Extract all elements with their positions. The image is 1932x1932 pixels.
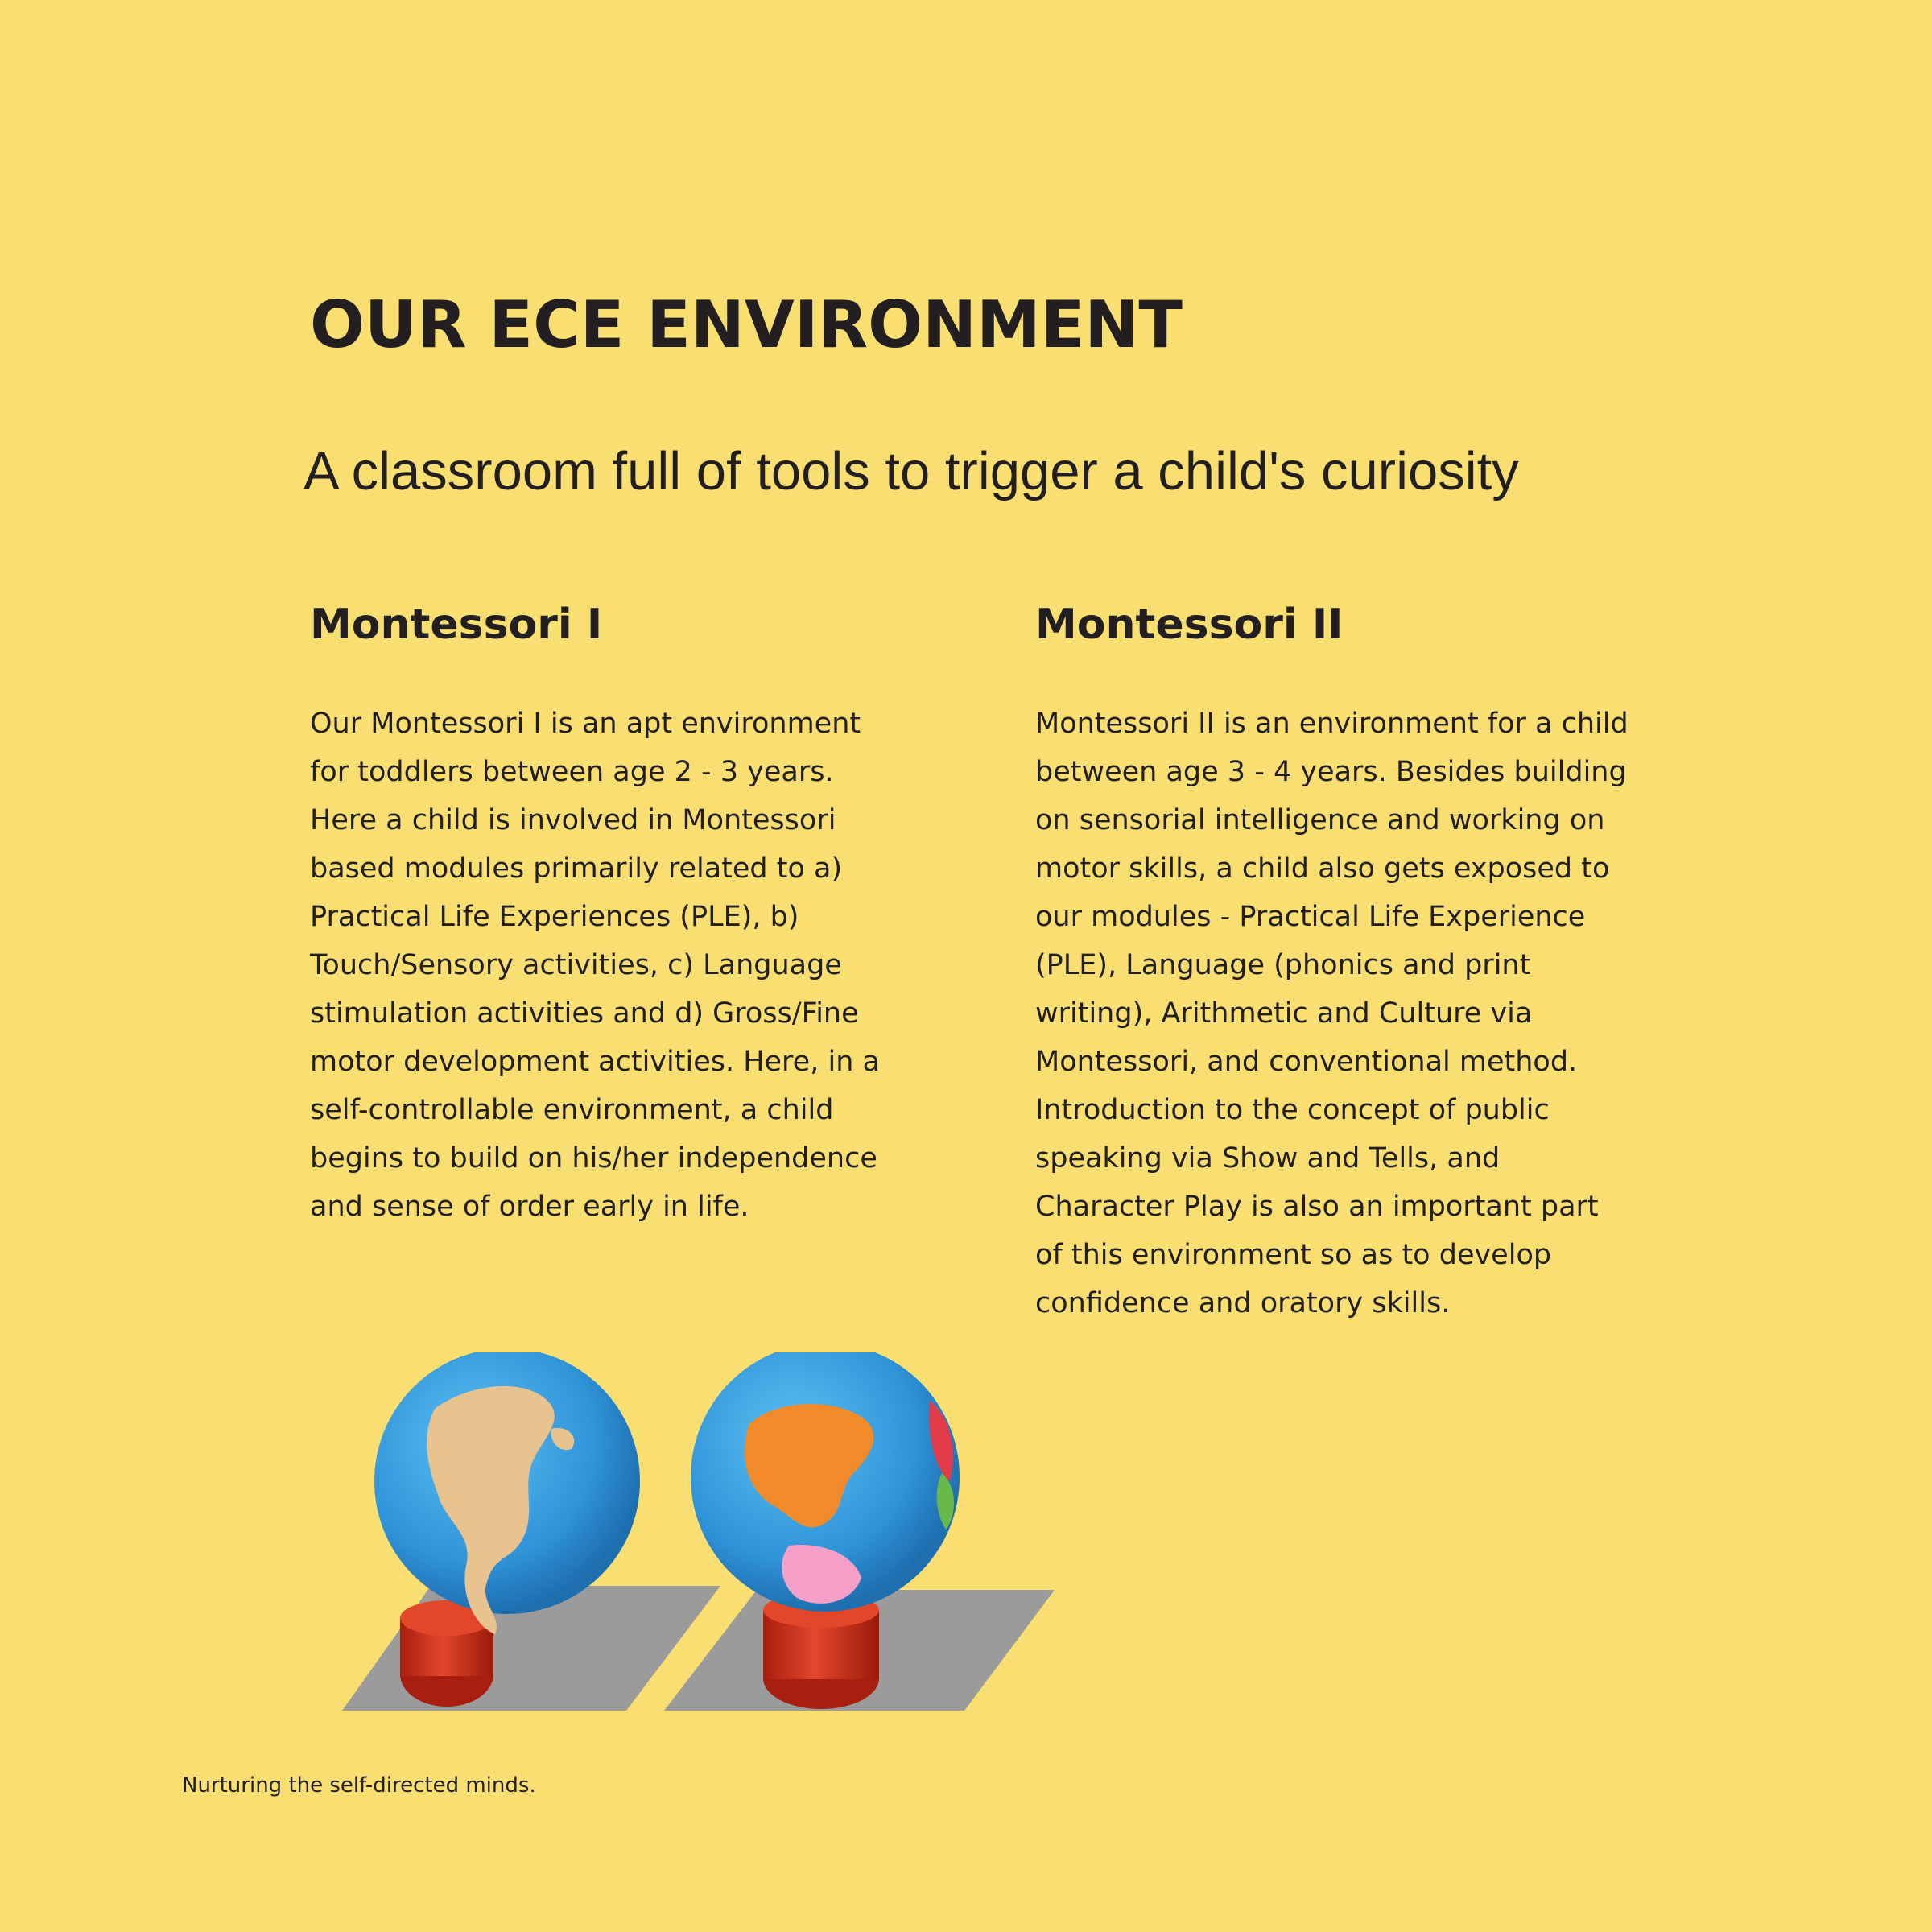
continent-globe-icon [664, 1352, 1055, 1711]
montessori-1-body: Our Montessori I is an apt environment for toddlers between age 2 - 3 years. Here a child is involved in Montessori based modules primarily related to a) Practical Life Experiences (PLE), b) Touch/Sensory activities, c) Language stimulation activities and d) Gross/Fine motor development activities. Here, in a self-controllable environment, a child begins to build on his/her independence and sense of order early in life. [310, 708, 880, 1224]
montessori-2-section [1035, 600, 1631, 1327]
page-title: OUR ECE ENVIRONMENT [310, 287, 1183, 362]
montessori-2-heading: Montessori II [1035, 601, 1344, 649]
montessori-1-heading: Montessori I [310, 601, 603, 649]
footer-tagline: Nurturing the self-directed minds. [182, 1773, 536, 1798]
globes-illustration [338, 1352, 1063, 1723]
sandpaper-globe-icon [342, 1352, 720, 1711]
montessori-1-section [310, 600, 906, 1231]
montessori-2-body: Montessori II is an environment for a child between age 3 - 4 years. Besides building on sensorial intelligence and working on motor skills, a child also gets exposed to our modules - Practical Life Experience (PLE), Language (phonics and print writing), Arithmetic and Culture via Montessori, and conventional method. Introduction to the concept of public speaking via Show and Tells, and Character Play is also an important part of this environment so as to develop confidence and oratory skills. [1035, 708, 1629, 1320]
page-subtitle: A classroom full of tools to trigger a child's curiosity [303, 441, 1519, 502]
